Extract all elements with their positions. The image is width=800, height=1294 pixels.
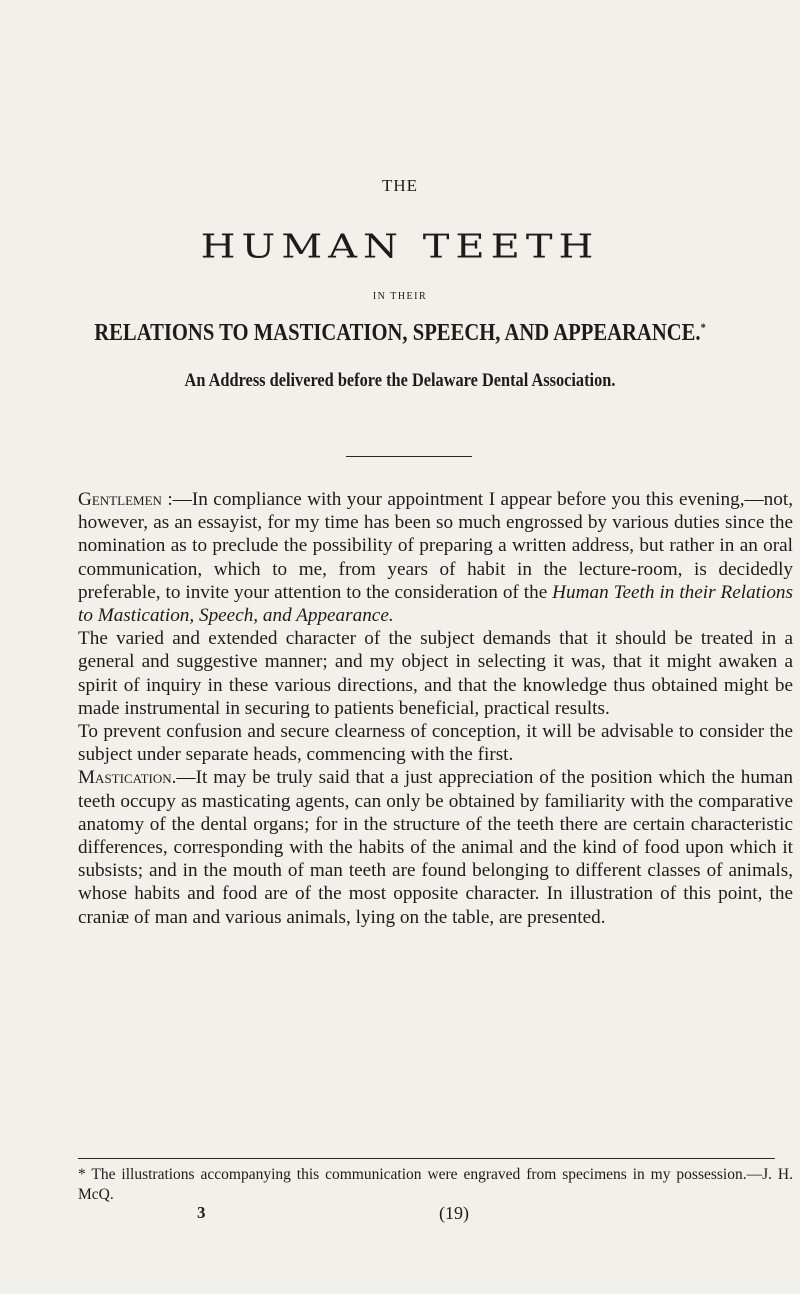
header-the: THE xyxy=(381,176,419,195)
section-heading-mastication: Mastication. xyxy=(78,767,177,789)
paragraph-1 xyxy=(78,488,793,627)
body-text xyxy=(78,488,793,929)
page-number: (19) xyxy=(439,1203,469,1223)
paragraph-1-text: :—In compliance with your appointment I appear before you this evening,—not, however, as an essayist, for my time has been so much engrossed by various duties since the nomination as to preclude the possibility of preparing a written address, but rather in an oral communication, which to me, from years of habit in the lecture-room, is decidedly preferable, to invite your attention to the consideration of the xyxy=(78,489,793,603)
subtitle xyxy=(56,320,744,347)
subtitle-text: RELATIONS TO MASTICATION, SPEECH, AND APPEARANCE. xyxy=(94,320,701,346)
salutation: Gentlemen xyxy=(78,489,162,510)
main-title: HUMAN TEETH xyxy=(200,228,600,266)
lecture-title-italic: Human Teeth in their Relations to Mastication, Speech, and Appearance. xyxy=(78,581,793,627)
paragraph-4 xyxy=(78,766,793,928)
address-line: An Address delivered before the Delaware Dental Association. xyxy=(184,370,616,391)
paragraph-2: The varied and extended character of the subject demands that it should be treated in a general and suggestive manner; and my object in selecting it was, that it might awaken a spirit of inquiry in these various directions, and that the knowledge thus obtained might be made instrumental in securing to patients beneficial, practical results. xyxy=(78,628,793,719)
header-in-their: IN THEIR xyxy=(372,291,428,302)
signature-mark: 3 xyxy=(197,1203,206,1222)
paragraph-4-text: —It may be truly said that a just appreciation of the position which the human teeth occupy as masticating agents, can only be obtained by familiarity with the comparative anatomy of the dental organs; for in the structure of the teeth there are certain characteristic differences, corresponding with the habits of the animal and the kind of food upon which it subsists; and in the mouth of man teeth are found belonging to different classes of animals, whose habits and food are of the most opposite character. In illustration of this point, the craniæ of man and various animals, lying on the table, are presented. xyxy=(78,767,793,928)
paragraph-3: To prevent confusion and secure clearness of conception, it will be advisable to consider the subject under separate heads, commencing with the first. xyxy=(78,721,793,766)
footnote: * The illustrations accompanying this communication were engraved from specimens in my possession.—J. H. McQ. xyxy=(78,1166,793,1203)
footnote-divider xyxy=(78,1158,775,1159)
section-divider xyxy=(346,456,472,457)
footnote-mark: * xyxy=(700,320,706,334)
